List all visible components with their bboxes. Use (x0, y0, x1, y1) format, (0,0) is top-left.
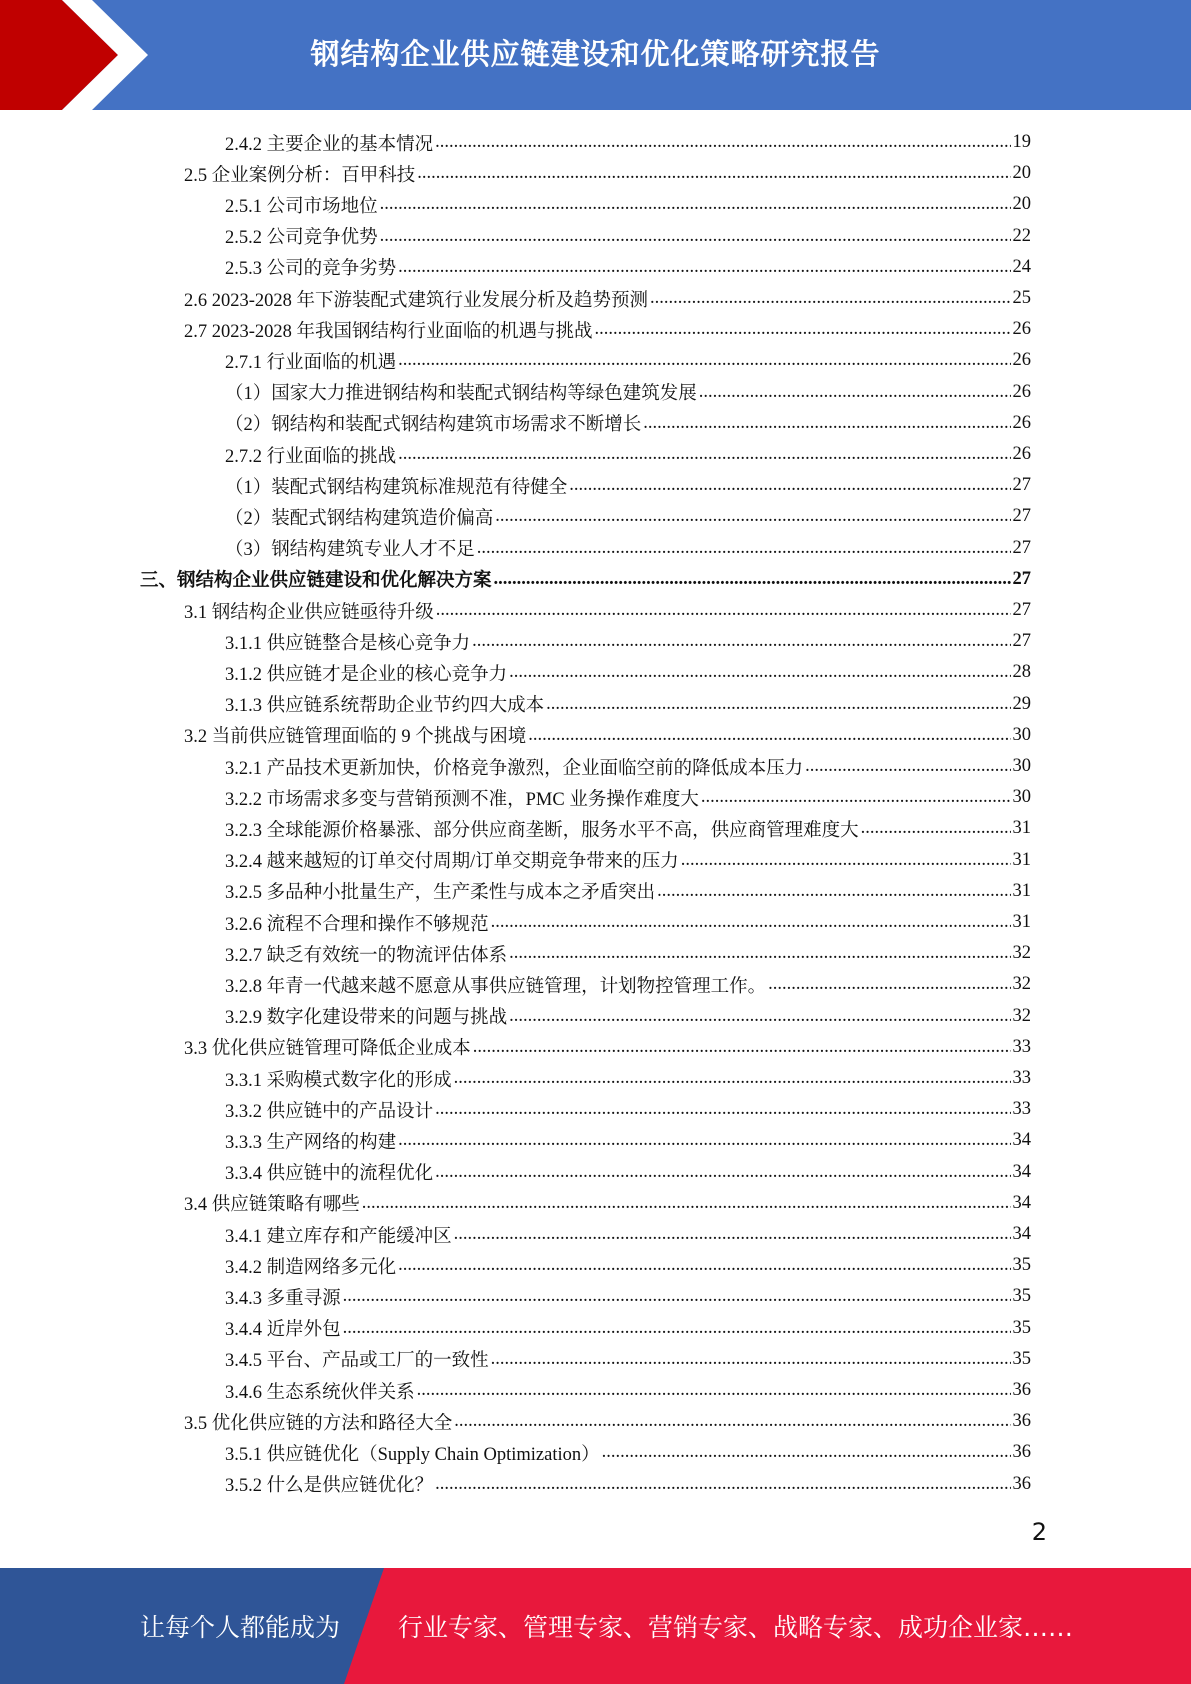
toc-entry[interactable] (225, 1313, 1031, 1344)
toc-entry[interactable] (225, 377, 1031, 408)
toc-entry[interactable] (225, 751, 1031, 782)
toc-entry-label: 三、钢结构企业供应链建设和优化解决方案 (140, 571, 492, 592)
toc-entry-label: 3.1.3 供应链系统帮助企业节约四大成本 (225, 696, 545, 717)
toc-entry-label: （3）钢结构建筑专业人才不足 (225, 540, 475, 561)
toc-entry[interactable] (225, 221, 1031, 252)
toc-entry-page: 32 (1012, 1005, 1031, 1026)
toc-entry-label: 2.7 2023-2028 年我国钢结构行业面临的机遇与挑战 (184, 321, 593, 342)
toc-leader-dots (454, 1068, 1011, 1089)
toc-entry-label: 2.7.1 行业面临的机遇 (225, 352, 397, 373)
toc-entry-label: 2.6 2023-2028 年下游装配式建筑行业发展分析及趋势预测 (184, 290, 649, 311)
toc-entry[interactable] (225, 813, 1031, 844)
toc-leader-dots (701, 787, 1011, 808)
toc-entry-page: 29 (1012, 693, 1031, 714)
toc-entry[interactable] (225, 189, 1031, 220)
toc-entry[interactable] (225, 938, 1031, 969)
toc-entry-label: 3.5.2 什么是供应链优化？ (225, 1476, 434, 1497)
toc-entry-page: 27 (1012, 631, 1031, 652)
toc-entry-label: （1）国家大力推进钢结构和装配式钢结构等绿色建筑发展 (225, 384, 697, 405)
toc-entry-label: 2.5 企业案例分析：百甲科技 (184, 165, 416, 186)
toc-leader-dots (805, 756, 1010, 777)
footer-slogan-right: 行业专家、管理专家、营销专家、战略专家、成功企业家…… (398, 1613, 1074, 1642)
toc-leader-dots (491, 1349, 1011, 1370)
toc-entry-label: 3.2.3 全球能源价格暴涨、部分供应商垄断，服务水平不高，供应商管理难度大 (225, 820, 859, 841)
toc-leader-dots (509, 943, 1010, 964)
toc-entry[interactable] (225, 626, 1031, 657)
toc-entry-page: 28 (1012, 662, 1031, 683)
toc-entry-label: （2）钢结构和装配式钢结构建筑市场需求不断增长 (225, 415, 642, 436)
toc-entry-label: 3.2.5 多品种小批量生产，生产柔性与成本之矛盾突出 (225, 883, 656, 904)
toc-entry-page: 35 (1012, 1286, 1031, 1307)
toc-entry-page: 36 (1012, 1442, 1031, 1463)
toc-entry-label: 3.1.1 供应链整合是核心竞争力 (225, 633, 471, 654)
toc-entry-page: 26 (1012, 350, 1031, 371)
toc-entry[interactable] (140, 564, 1031, 595)
toc-entry[interactable] (225, 1001, 1031, 1032)
toc-leader-dots (435, 1099, 1010, 1120)
toc-leader-dots (546, 694, 1010, 715)
toc-entry-page: 33 (1012, 1036, 1031, 1057)
toc-entry-page: 30 (1012, 787, 1031, 808)
toc-leader-dots (528, 725, 1010, 746)
toc-entry[interactable] (225, 533, 1031, 564)
toc-entry[interactable] (225, 439, 1031, 470)
toc-entry-label: 3.4.1 建立库存和产能缓冲区 (225, 1226, 452, 1247)
toc-entry-page: 22 (1012, 225, 1031, 246)
toc-entry-page: 27 (1012, 506, 1031, 527)
page-number: 2 (1031, 1518, 1047, 1546)
toc-entry[interactable] (225, 876, 1031, 907)
toc-entry-page: 31 (1012, 880, 1031, 901)
toc-leader-dots (473, 1037, 1011, 1058)
toc-entry[interactable] (184, 158, 1031, 189)
toc-leader-dots (699, 382, 1011, 403)
toc-entry-page: 36 (1012, 1380, 1031, 1400)
toc-entry-label: 3.2.8 年青一代越来越不愿意从事供应链管理，计划物控管理工作。 (225, 976, 767, 997)
toc-entry-label: 3.3.2 供应链中的产品设计 (225, 1101, 434, 1122)
toc-entry[interactable] (225, 408, 1031, 439)
toc-leader-dots (495, 506, 1010, 527)
toc-entry-page: 27 (1012, 475, 1031, 496)
toc-entry[interactable] (225, 127, 1031, 158)
toc-entry-page: 33 (1012, 1099, 1031, 1120)
toc-entry-page: 35 (1012, 1348, 1031, 1369)
toc-entry-page: 34 (1012, 1130, 1031, 1151)
toc-leader-dots (435, 1162, 1010, 1183)
toc-entry[interactable] (225, 845, 1031, 876)
toc-leader-dots (657, 881, 1010, 902)
toc-entry-page: 35 (1012, 1255, 1031, 1276)
toc-leader-dots (398, 444, 1010, 465)
toc-entry-label: 2.4.2 主要企业的基本情况 (225, 134, 434, 155)
toc-entry[interactable] (225, 470, 1031, 501)
toc-entry-page: 30 (1012, 724, 1031, 745)
toc-entry[interactable] (225, 1437, 1031, 1468)
toc-leader-dots (380, 194, 1011, 215)
toc-leader-dots (491, 912, 1011, 933)
toc-entry[interactable] (184, 1032, 1031, 1063)
toc-entry[interactable] (225, 907, 1031, 938)
toc-entry-label: 3.3.1 采购模式数字化的形成 (225, 1070, 452, 1091)
toc-entry-page: 25 (1012, 288, 1031, 308)
toc-leader-dots (602, 1442, 1011, 1463)
toc-entry-label: （1）装配式钢结构建筑标准规范有待健全 (225, 477, 568, 498)
toc-entry[interactable] (184, 595, 1031, 626)
toc-entry-page: 26 (1012, 444, 1031, 464)
toc-entry-label: 3.2.9 数字化建设带来的问题与挑战 (225, 1008, 508, 1029)
toc-leader-dots (380, 226, 1011, 247)
toc-entry-label: 3.4.6 生态系统伙伴关系 (225, 1382, 415, 1403)
toc-entry[interactable] (184, 1188, 1031, 1219)
toc-entry-page: 31 (1012, 912, 1031, 932)
toc-leader-dots (343, 1286, 1011, 1307)
toc-entry-label: 2.5.1 公司市场地位 (225, 196, 378, 217)
toc-entry-label: 2.5.2 公司竞争优势 (225, 228, 378, 249)
toc-entry[interactable] (225, 657, 1031, 688)
toc-entry-page: 20 (1012, 163, 1031, 184)
toc-entry-label: 3.4 供应链策略有哪些 (184, 1195, 360, 1216)
toc-leader-dots (454, 1411, 1010, 1432)
toc-leader-dots (398, 1255, 1010, 1276)
toc-leader-dots (595, 319, 1011, 340)
toc-entry-label: 2.7.2 行业面临的挑战 (225, 446, 397, 467)
toc-entry-page: 31 (1012, 818, 1031, 839)
toc-entry[interactable] (184, 283, 1031, 314)
toc-entry-page: 27 (1012, 600, 1031, 620)
toc-entry-page: 36 (1012, 1411, 1031, 1432)
toc-entry-page: 30 (1012, 756, 1031, 776)
toc-entry[interactable] (225, 689, 1031, 720)
toc-entry-label: 3.4.2 制造网络多元化 (225, 1257, 397, 1278)
toc-entry-label: 3.3.3 生产网络的构建 (225, 1132, 397, 1153)
toc-leader-dots (454, 1224, 1011, 1245)
toc-entry-label: 3.4.5 平台、产品或工厂的一致性 (225, 1351, 489, 1372)
toc-entry[interactable] (225, 1375, 1031, 1406)
toc-entry-page: 26 (1012, 412, 1031, 433)
toc-leader-dots (398, 257, 1010, 278)
toc-entry-page: 32 (1012, 943, 1031, 964)
toc-entry-label: 3.4.4 近岸外包 (225, 1320, 341, 1341)
page-header (0, 0, 1191, 110)
toc-entry[interactable] (184, 1406, 1031, 1437)
toc-entry-label: 3.2.2 市场需求多变与营销预测不准，PMC 业务操作难度大 (225, 789, 699, 810)
toc-entry-page: 19 (1012, 132, 1031, 152)
toc-entry[interactable] (225, 969, 1031, 1000)
toc-entry-page: 27 (1012, 537, 1031, 558)
toc-entry-label: 3.2.6 流程不合理和操作不够规范 (225, 914, 489, 935)
toc-leader-dots (343, 1318, 1011, 1339)
toc-entry-label: （2）装配式钢结构建筑造价偏高 (225, 508, 494, 529)
toc-leader-dots (362, 1193, 1011, 1214)
toc-entry-page: 36 (1012, 1473, 1031, 1494)
toc-leader-dots (417, 163, 1010, 184)
toc-entry[interactable] (225, 782, 1031, 813)
toc-entry-label: 3.3 优化供应链管理可降低企业成本 (184, 1039, 471, 1060)
toc-entry-page: 32 (1012, 974, 1031, 995)
toc-entry[interactable] (225, 1125, 1031, 1156)
toc-entry-page: 34 (1012, 1192, 1031, 1213)
toc-leader-dots (768, 974, 1010, 995)
toc-entry-label: 3.2.1 产品技术更新加快，价格竞争激烈，企业面临空前的降低成本压力 (225, 758, 804, 779)
toc-entry-page: 34 (1012, 1224, 1031, 1244)
toc-leader-dots (643, 413, 1010, 434)
toc-entry-label: 3.3.4 供应链中的流程优化 (225, 1164, 434, 1185)
toc-leader-dots (435, 1474, 1010, 1495)
toc-entry-label: 3.2 当前供应链管理面临的 9 个挑战与困境 (184, 727, 527, 748)
toc-leader-dots (494, 569, 1011, 590)
toc-leader-dots (436, 600, 1011, 621)
toc-entry[interactable] (225, 1219, 1031, 1250)
toc-entry-page: 33 (1012, 1068, 1031, 1088)
toc-entry[interactable] (184, 314, 1031, 345)
footer-slogan-left: 让每个人都能成为 (140, 1613, 341, 1642)
toc-entry-label: 3.4.3 多重寻源 (225, 1288, 341, 1309)
toc-leader-dots (398, 350, 1010, 371)
toc-entry-page: 31 (1012, 849, 1031, 870)
toc-entry[interactable] (225, 345, 1031, 376)
toc-entry-page: 26 (1012, 381, 1031, 402)
toc-leader-dots (509, 662, 1010, 683)
toc-entry[interactable] (225, 1469, 1031, 1500)
toc-entry[interactable] (225, 501, 1031, 532)
toc-leader-dots (435, 132, 1010, 153)
toc-leader-dots (861, 818, 1011, 839)
toc-entry-label: 3.5.1 供应链优化（Supply Chain Optimization） (225, 1444, 600, 1465)
toc-entry-label: 3.2.7 缺乏有效统一的物流评估体系 (225, 945, 508, 966)
toc-entry-label: 3.1 钢结构企业供应链亟待升级 (184, 602, 434, 623)
toc-entry[interactable] (225, 1157, 1031, 1188)
toc-leader-dots (650, 288, 1010, 309)
toc-entry-page: 26 (1012, 319, 1031, 340)
toc-entry-label: 3.5 优化供应链的方法和路径大全 (184, 1413, 453, 1434)
toc-leader-dots (569, 475, 1010, 496)
toc-entry-page: 35 (1012, 1317, 1031, 1338)
toc-entry[interactable] (225, 1063, 1031, 1094)
toc-leader-dots (509, 1006, 1010, 1027)
toc-entry[interactable] (184, 720, 1031, 751)
page-footer (0, 1568, 1191, 1684)
toc-entry-page: 27 (1012, 568, 1031, 589)
toc-entry-label: 3.2.4 越来越短的订单交付周期/订单交期竞争带来的压力 (225, 852, 679, 873)
toc-leader-dots (398, 1130, 1010, 1151)
report-title: 钢结构企业供应链建设和优化策略研究报告 (310, 36, 881, 71)
toc-entry[interactable] (225, 1250, 1031, 1281)
toc-leader-dots (417, 1380, 1011, 1401)
toc-leader-dots (472, 631, 1010, 652)
toc-entry-page: 24 (1012, 256, 1031, 277)
toc-leader-dots (477, 538, 1011, 559)
toc-entry[interactable] (225, 252, 1031, 283)
toc-entry[interactable] (225, 1094, 1031, 1125)
toc-entry-label: 2.5.3 公司的竞争劣势 (225, 259, 397, 280)
toc-entry-page: 20 (1012, 194, 1031, 215)
toc-entry-label: 3.1.2 供应链才是企业的核心竞争力 (225, 664, 508, 685)
toc-entry[interactable] (225, 1344, 1031, 1375)
toc-entry[interactable] (225, 1281, 1031, 1312)
toc-leader-dots (681, 850, 1011, 871)
toc-entry-page: 34 (1012, 1161, 1031, 1182)
